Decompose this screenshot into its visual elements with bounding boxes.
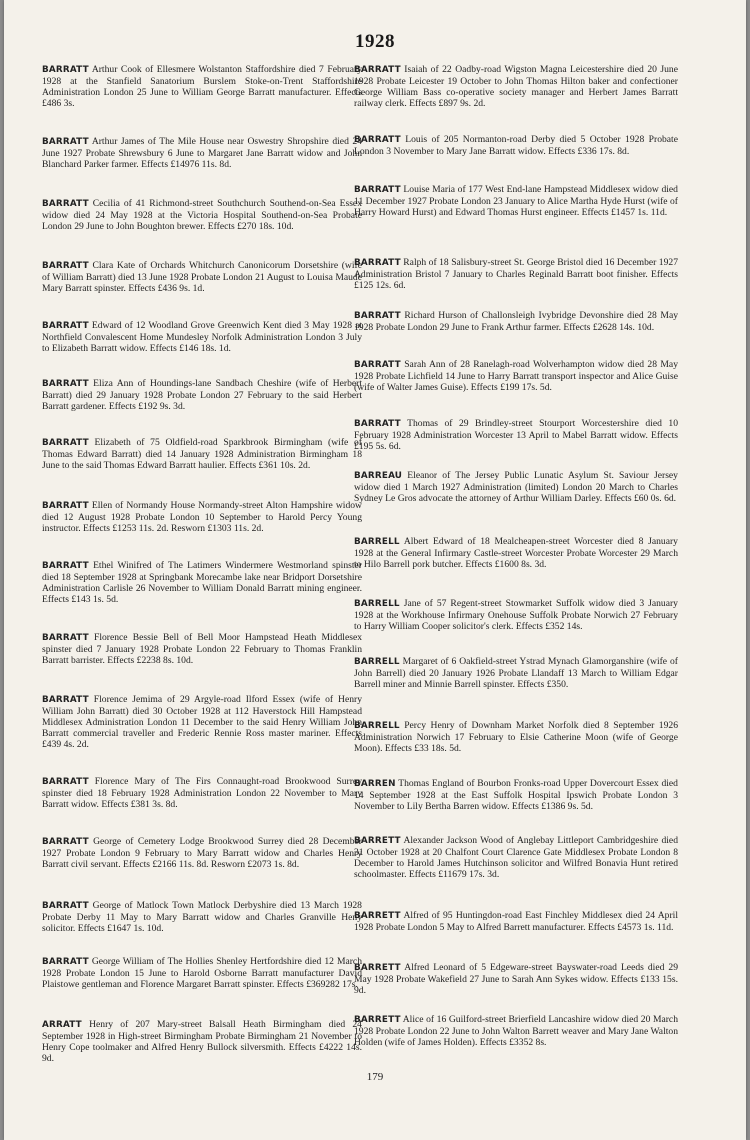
entry-text: Clara Kate of Orchards Whitchurch Canonicorum Dorsetshire (wife of William Barratt) died 13 June 1928 Probate London 21 August to Louisa Maude Mary Barratt spinster. Effects £436 9s. 1d.	[42, 260, 362, 294]
entry-surname: BARRATT	[354, 135, 401, 145]
entry-text: Thomas of 29 Brindley-street Stourport Worcestershire died 10 February 1928 Administration Worcester 13 April to Mabel Barratt widow. Effects £195 5s. 6d.	[354, 418, 678, 452]
entry-surname: BARRATT	[42, 957, 89, 967]
register-entry	[354, 720, 678, 754]
entry-text: George of Matlock Town Matlock Derbyshire died 13 March 1928 Probate Derby 11 May to Mary Barratt widow and Charles Granville Heny solicitor. Effects £1647 1s. 10d.	[42, 900, 362, 934]
register-entry	[42, 198, 362, 232]
entry-surname: BARRATT	[42, 777, 89, 787]
entry-surname: BARRATT	[42, 633, 89, 643]
entry-text: Percy Henry of Downham Market Norfolk died 8 September 1926 Administration Norwich 17 February to Elsie Catherine Moon (wife of George Moon). Effects £33 18s. 5d.	[354, 720, 678, 754]
register-entry	[354, 470, 678, 504]
register-entry	[354, 310, 678, 333]
entry-text: Albert Edward of 18 Mealcheapen-street Worcester died 8 January 1928 at the General Infirmary Castle-street Worcester Probate Worcester 29 March to Hilo Barrell pork butcher. Effects £1600 8s. 3d.	[354, 536, 678, 570]
register-entry	[354, 962, 678, 996]
register-entry	[354, 359, 678, 393]
entry-surname: BARRETT	[354, 963, 401, 973]
register-entry	[42, 900, 362, 934]
entry-text: Cecilia of 41 Richmond-street Southchurch Southend-on-Sea Essex widow died 24 May 1928 at the Victoria Hospital Southend-on-Sea Probate London 29 June to John Boughton brewer. Effects £270 18s. 10d.	[42, 198, 362, 232]
entry-text: George of Cemetery Lodge Brookwood Surrey died 28 December 1927 Probate London 9 February to Mary Barratt widow and Charles Henry Barratt civil servant. Effects £2166 11s. 8d. Resworn £2073 1s. 8d.	[42, 836, 362, 870]
entry-text: Alexander Jackson Wood of Anglebay Littleport Cambridgeshire died 31 October 1928 at 20 Chalfont Court Clarence Gate Middlesex Probate London 8 December to Harold James Hutchinson solicitor and Wilfred Bonavia Hunt retired schoolmaster. Effects £11679 17s. 3d.	[354, 835, 678, 880]
entry-surname: BARRATT	[354, 360, 401, 370]
register-entry	[354, 418, 678, 452]
register-entry	[354, 656, 678, 690]
entry-surname: ARRATT	[42, 1020, 82, 1030]
entry-surname: BARRATT	[42, 379, 89, 389]
entry-surname: BARRATT	[42, 438, 89, 448]
entry-surname: BARREAU	[354, 471, 403, 481]
entry-surname: BARRATT	[42, 901, 89, 911]
entry-surname: BARRELL	[354, 537, 400, 547]
entry-text: Sarah Ann of 28 Ranelagh-road Wolverhampton widow died 28 May 1928 Probate Lichfield 14 June to Harry Barratt transport inspector and Alice Guise (wife of Walter James Guise). Effects £199 17s. 5d.	[354, 359, 678, 393]
entry-surname: BARRELL	[354, 657, 400, 667]
entry-surname: BARRATT	[42, 261, 89, 271]
entry-surname: BARRELL	[354, 721, 400, 731]
page-number: 179	[366, 1071, 384, 1083]
register-entry	[42, 776, 362, 810]
register-entry	[42, 956, 362, 990]
entry-text: Margaret of 6 Oakfield-street Ystrad Mynach Glamorganshire (wife of John Barrell) died 20 January 1926 Probate Llandaff 13 March to William Edgar Barrell miner and Minnie Barrell spinster. Effects £350.	[354, 656, 678, 690]
register-entry	[42, 320, 362, 354]
entry-text: Eliza Ann of Houndings-lane Sandbach Cheshire (wife of Herbert Barratt) died 29 January 1928 Probate London 27 February to the said Herbert Barratt gardener. Effects £192 9s. 3d.	[42, 378, 362, 412]
entry-text: Thomas England of Bourbon Fronks-road Upper Dovercourt Essex died 14 September 1928 at the East Suffolk Hospital Ipswich Probate London 3 November to Lily Bertha Barren widow. Effects £1386 9s. 5d.	[354, 778, 678, 812]
entry-text: Ethel Winifred of The Latimers Windermere Westmorland spinster died 18 September 1928 at Springbank Morecambe lake near Bridport Dorsetshire Administration Carlisle 26 November to William Donald Barratt mining engineer. Effects £143 1s. 5d.	[42, 560, 362, 605]
entry-text: Edward of 12 Woodland Grove Greenwich Kent died 3 May 1928 at Northfield Convalescent Home Mundesley Norfolk Administration London 3 July to Elizabeth Barratt widow. Effects £146 18s. 1d.	[42, 320, 362, 354]
register-entry	[354, 910, 678, 933]
entry-surname: BARREN	[354, 779, 396, 789]
entry-surname: BARRATT	[42, 65, 89, 75]
entry-text: Richard Hurson of Challonsleigh Ivybridge Devonshire died 28 May 1928 Probate London 29 June to Frank Arthur farmer. Effects £2628 14s. 10d.	[354, 310, 679, 333]
register-entry	[42, 560, 362, 605]
entry-text: Louis of 205 Normanton-road Derby died 5 October 1928 Probate London 3 November to Mary Jane Barratt widow. Effects £336 17s. 8d.	[354, 134, 678, 157]
entry-surname: BARRETT	[354, 911, 401, 921]
entry-surname: BARRATT	[42, 501, 89, 511]
register-page	[4, 0, 746, 1140]
register-entry	[42, 836, 362, 870]
entry-text: Elizabeth of 75 Oldfield-road Sparkbrook Birmingham (wife of Thomas Edward Barratt) died 14 January 1928 Administration Birmingham 18 June to the said Thomas Edward Barratt haulier. Effects £361 10s. 2d.	[42, 437, 362, 471]
register-entry	[42, 64, 362, 109]
entry-text: Alfred Leonard of 5 Edgeware-street Bayswater-road Leeds died 29 May 1928 Probate Wakefield 27 June to Sarah Ann Sykes widow. Effects £133 15s. 9d.	[354, 962, 679, 996]
entry-text: Arthur Cook of Ellesmere Wolstanton Staffordshire died 7 February 1928 at the Stanfield Sanatorium Burslem Stoke-on-Trent Staffordshire Administration London 25 June to William George Barratt manufacturer. Effects £486 3s.	[42, 64, 362, 109]
register-entry	[42, 260, 362, 294]
entry-text: Florence Jemima of 29 Argyle-road Ilford Essex (wife of Henry William John Barratt) died 30 October 1928 at 112 Haverstock Hill Hampstead Middlesex Administration London 11 December to the said Henry William John Barratt commercial traveller and Frederic Rennie Ross master mariner. Effects £439 4s. 2d.	[42, 694, 362, 750]
register-entry	[354, 257, 678, 291]
entry-surname: BARRATT	[354, 185, 401, 195]
register-entry	[42, 378, 362, 412]
entry-text: George William of The Hollies Shenley Hertfordshire died 12 March 1928 Probate London 15 June to Harold Osborne Barratt manufacturer David Plaistowe gentleman and Florence Margaret Barratt spinster. Effects £369282 17s.	[42, 956, 362, 990]
entry-surname: BARRATT	[354, 311, 401, 321]
register-entry	[354, 598, 678, 632]
entry-surname: BARRATT	[354, 419, 401, 429]
entry-text: Florence Mary of The Firs Connaught-road Brookwood Surrey spinster died 18 February 1928 Administration London 22 November to Mary Barratt widow. Effects £381 3s. 8d.	[42, 776, 362, 810]
register-entry	[354, 778, 678, 812]
register-entry	[42, 632, 362, 666]
entry-surname: BARRATT	[42, 199, 89, 209]
entry-text: Ellen of Normandy House Normandy-street Alton Hampshire widow died 12 August 1928 Probate London 10 September to Harold Percy Young instructor. Effects £1253 11s. 2d. Resworn £1303 11s. 2d.	[42, 500, 362, 534]
page-year-heading: 1928	[355, 31, 395, 52]
entry-text: Jane of 57 Regent-street Stowmarket Suffolk widow died 3 January 1928 at the Workhouse Infirmary Onehouse Suffolk Probate Norwich 27 February to Harry William Cooper solicitor's clerk. Effects £352 14s.	[354, 598, 678, 632]
entry-surname: BARRATT	[42, 695, 89, 705]
entry-surname: BARRATT	[42, 137, 89, 147]
entry-text: Louise Maria of 177 West End-lane Hampstead Middlesex widow died 11 December 1927 Probate London 23 January to Alice Martha Hyde Hurst (wife of Harry Howard Hurst) and Edward Thomas Hurst engineer. Effects £1457 1s. 11d.	[354, 184, 678, 218]
entry-text: Isaiah of 22 Oadby-road Wigston Magna Leicestershire died 20 June 1928 Probate Leicester 19 October to John Thomas Hilton baker and confectioner George William Bass co-operative society manager and Herbert James Barratt railway clerk. Effects £897 9s. 2d.	[354, 64, 678, 109]
entry-text: Alfred of 95 Huntingdon-road East Finchley Middlesex died 24 April 1928 Probate London 5 May to Alfred Barrett manufacturer. Effects £4573 1s. 11d.	[354, 910, 678, 933]
entry-surname: BARRETT	[354, 836, 401, 846]
entry-text: Florence Bessie Bell of Bell Moor Hampstead Heath Middlesex spinster died 7 January 1928 Probate London 22 February to Thomas Franklin Barratt barrister. Effects £2238 8s. 10d.	[42, 632, 362, 666]
entry-surname: BARRETT	[354, 1015, 401, 1025]
entry-text: Henry of 207 Mary-street Balsall Heath Birmingham died 24 September 1928 in High-street Birmingham Probate Birmingham 21 November to Henry Cope toolmaker and Alfred Henry Bullock silversmith. Effects £4222 14s. 9d.	[42, 1019, 362, 1064]
entry-surname: BARRELL	[354, 599, 400, 609]
entry-surname: BARRATT	[42, 837, 89, 847]
register-entry	[42, 500, 362, 534]
register-entry	[42, 136, 362, 170]
register-entry	[354, 64, 678, 109]
register-entry	[354, 134, 678, 157]
register-entry	[354, 536, 678, 570]
entry-surname: BARRATT	[354, 258, 401, 268]
entry-surname: BARRATT	[42, 561, 89, 571]
entry-surname: BARRATT	[42, 321, 89, 331]
register-entry	[42, 437, 362, 471]
entry-text: Eleanor of The Jersey Public Lunatic Asylum St. Saviour Jersey widow died 1 March 1927 Administration (limited) London 20 March to Charles Sydney Le Gros advocate the attorney of Arthur William Darley. Effects £60 0s. 6d.	[354, 470, 678, 504]
register-entry	[354, 835, 678, 880]
register-entry	[354, 1014, 678, 1048]
register-entry	[354, 184, 678, 218]
entry-text: Arthur James of The Mile House near Oswestry Shropshire died 24 June 1927 Probate Shrewsbury 6 June to Margaret Jane Barratt widow and John Blanchard Parker farmer. Effects £14976 11s. 8d.	[42, 136, 362, 170]
register-entry	[42, 694, 362, 750]
register-entry	[42, 1019, 362, 1064]
entry-text: Ralph of 18 Salisbury-street St. George Bristol died 16 December 1927 Administration Bristol 7 January to Charles Reginald Barratt boot finisher. Effects £125 12s. 6d.	[354, 257, 678, 291]
entry-text: Alice of 16 Guilford-street Brierfield Lancashire widow died 20 March 1928 Probate London 22 June to John Walton Barrett weaver and Mary Jane Walton Holden (wife of James Holden). Effects £3352 8s.	[354, 1014, 678, 1048]
entry-surname: BARRATT	[354, 65, 401, 75]
